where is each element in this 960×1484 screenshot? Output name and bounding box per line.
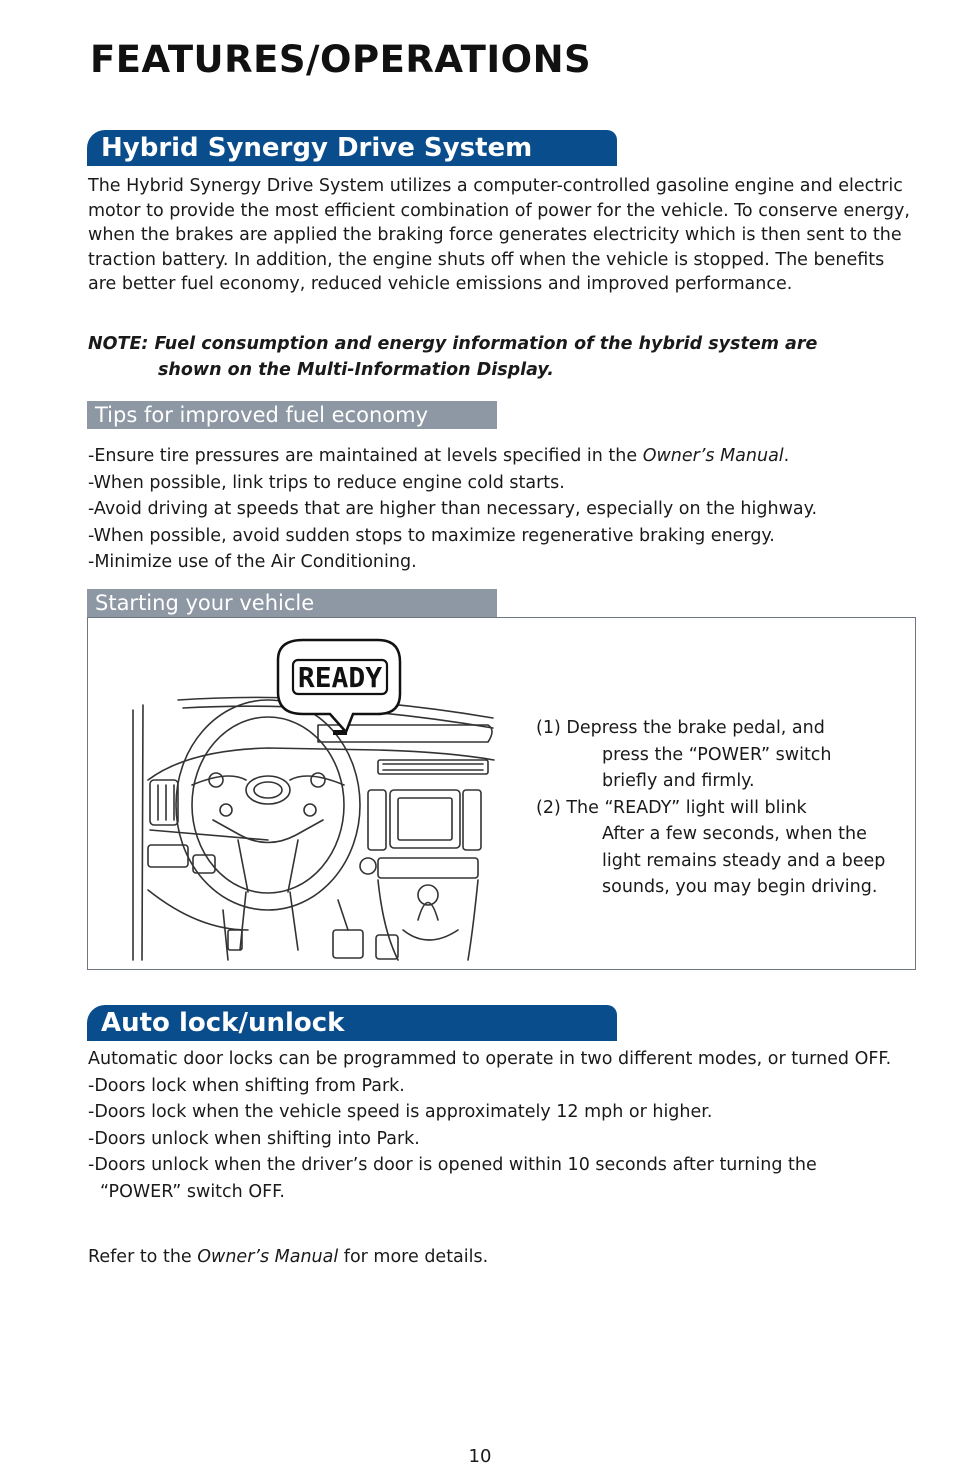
- step-item: [536, 715, 906, 795]
- hybrid-note: [88, 331, 918, 383]
- starting-section-heading: Starting your vehicle: [87, 589, 497, 617]
- step-number: (2): [536, 797, 567, 818]
- tip-item: -When possible, link trips to reduce engine cold starts.: [88, 472, 565, 493]
- step-item: [536, 795, 906, 901]
- page-number: 10: [468, 1446, 492, 1467]
- hybrid-description: The Hybrid Synergy Drive System utilizes a computer-controlled gasoline engine and electric motor to provide the most efficient combination of power for the vehicle. To conserve energy, when the brakes are applied the braking force generates electricity which is then sent to the traction battery. In addition, the engine shuts off when the vehicle is stopped. The benefits are better fuel economy, reduced vehicle emissions and improved performance.: [88, 176, 910, 294]
- owners-manual-reference: Owner’s Manual: [642, 446, 784, 466]
- tip-item: -Minimize use of the Air Conditioning.: [88, 552, 417, 572]
- tip-item: -Avoid driving at speeds that are higher than necessary, especially on the highway.: [88, 499, 818, 519]
- auto-lock-item: -Doors lock when shifting from Park.: [88, 1075, 405, 1096]
- step-number: (1): [536, 718, 567, 738]
- auto-lock-item: -Doors lock when the vehicle speed is approximately 12 mph or higher.: [88, 1102, 713, 1122]
- step-text: press the “POWER” switch: [602, 744, 832, 765]
- starting-panel: [87, 617, 916, 970]
- step-text: briefly and firmly.: [602, 771, 755, 791]
- auto-lock-item: -Doors unlock when shifting into Park.: [88, 1128, 420, 1149]
- refer-text: for more details.: [338, 1247, 489, 1267]
- auto-lock-item-text: -Doors unlock when the driver’s door is opened within 10 seconds after turning the: [88, 1155, 817, 1175]
- tips-list: [88, 443, 918, 576]
- refer-text: Refer to the: [88, 1247, 198, 1267]
- refer-owners-manual: [88, 1244, 488, 1270]
- step-text: After a few seconds, when the: [602, 824, 867, 844]
- owners-manual-reference: Owner’s Manual: [197, 1247, 339, 1267]
- tip-item: -When possible, avoid sudden stops to maximize regenerative braking energy.: [88, 525, 775, 546]
- tips-section-heading: Tips for improved fuel economy: [87, 401, 497, 429]
- starting-steps: [536, 715, 906, 901]
- auto-lock-item: [88, 1152, 928, 1205]
- auto-lock-item-text: “POWER” switch OFF.: [100, 1181, 285, 1202]
- step-text: light remains steady and a beep: [602, 850, 886, 871]
- tip-item-text: -Ensure tire pressures are maintained at levels specified in the: [88, 446, 643, 466]
- hybrid-section-heading: Hybrid Synergy Drive System: [87, 130, 617, 166]
- tip-item-end: .: [783, 446, 790, 466]
- step-text: Depress the brake pedal, and: [566, 718, 825, 738]
- tip-item: [88, 443, 918, 470]
- dashboard-illustration: [128, 630, 548, 962]
- auto-lock-intro: Automatic door locks can be programmed to operate in two different modes, or turned OFF.: [88, 1049, 892, 1069]
- page-title: FEATURES/OPERATIONS: [90, 38, 592, 81]
- auto-lock-list: [88, 1073, 928, 1206]
- hybrid-note-line2: shown on the Multi-Information Display.: [158, 360, 554, 380]
- hybrid-note-line1: NOTE: Fuel consumption and energy information of the hybrid system are: [88, 334, 818, 354]
- auto-lock-section-heading: Auto lock/unlock: [87, 1005, 617, 1041]
- ready-light-label: READY: [297, 661, 383, 694]
- step-text: sounds, you may begin driving.: [602, 877, 878, 897]
- auto-lock-body: [88, 1046, 928, 1205]
- step-text: The “READY” light will blink: [566, 797, 807, 818]
